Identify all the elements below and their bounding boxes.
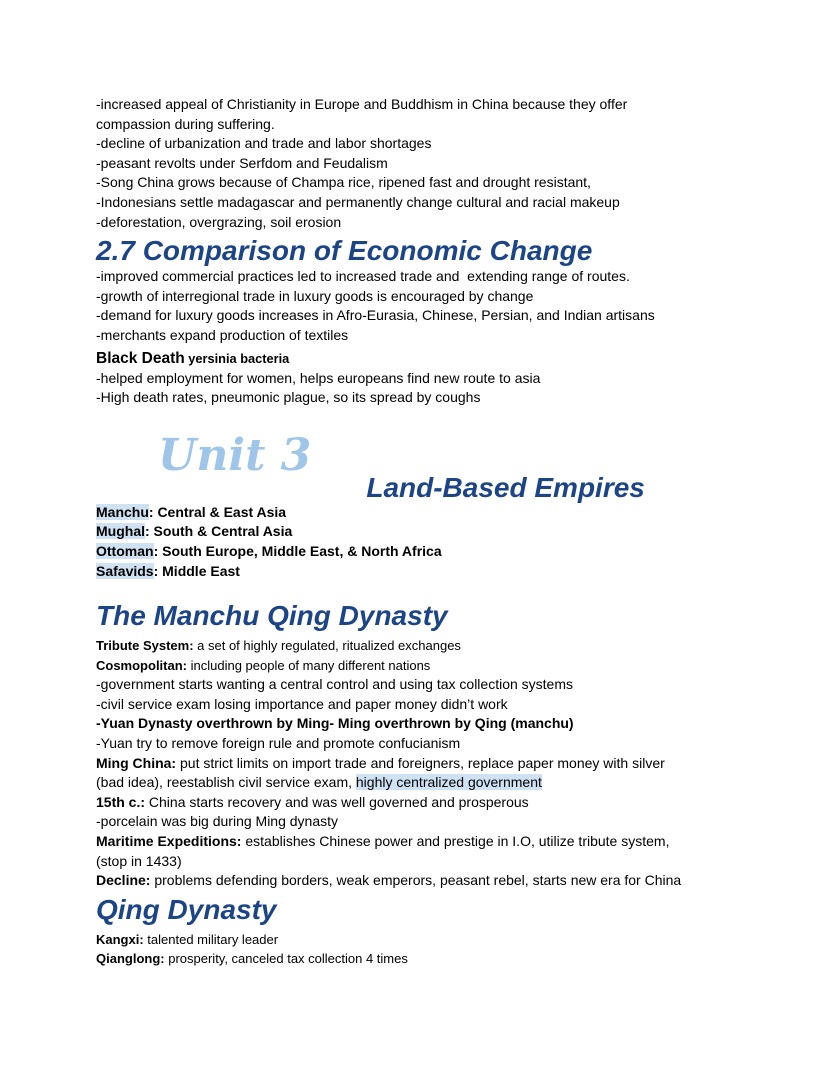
notes-paragraph-ming-qing	[96, 675, 732, 891]
unit-3-banner	[96, 429, 732, 503]
text-line	[96, 562, 732, 582]
heading-2-7-comparison-of-economic-change: 2.7 Comparison of Economic Change	[96, 235, 593, 267]
bold-text: : South Europe, Middle East, & North Africa	[153, 542, 442, 559]
unit-title: Land-Based Empires	[366, 471, 645, 503]
text-line	[96, 173, 732, 193]
text-run: prosperity, canceled tax collection 4 times	[164, 951, 408, 967]
text-line	[96, 326, 732, 346]
text-line	[96, 656, 732, 676]
text-line	[96, 773, 732, 793]
bold-text: Cosmopolitan:	[96, 657, 187, 673]
highlighted-text: Safavids	[96, 562, 154, 579]
notes-paragraph-economic-change	[96, 267, 732, 345]
bold-text: Qianglong:	[96, 951, 165, 967]
text-run: -peasant revolts under Serfdom and Feudalism	[96, 154, 388, 171]
highlighted-text: Manchu	[96, 503, 149, 520]
text-line	[96, 793, 732, 813]
bold-text: yersinia bacteria	[184, 350, 290, 366]
text-run: -increased appeal of Christianity in Europe and Buddhism in China because they offer	[96, 96, 628, 112]
bold-text: Black Death	[96, 349, 185, 367]
bold-text: Decline:	[96, 872, 151, 889]
text-line	[96, 636, 732, 656]
text-line	[96, 812, 732, 832]
text-line	[96, 930, 732, 950]
text-run: (bad idea), reestablish civil service exam,	[96, 774, 356, 791]
heading-qing-dynasty: Qing Dynasty	[96, 893, 277, 925]
empire-locations-list	[96, 503, 732, 581]
text-line	[96, 832, 732, 852]
definitions-tribute-cosmopolitan	[96, 636, 732, 675]
text-line	[96, 115, 732, 135]
text-run: -demand for luxury goods increases in Afro-Eurasia, Chinese, Persian, and Indian artisans	[96, 307, 655, 324]
text-line	[96, 306, 732, 326]
text-run: -helped employment for women, helps europeans find new route to asia	[96, 369, 541, 386]
bold-text: : Middle East	[153, 562, 240, 579]
bold-text: : Central & East Asia	[148, 503, 287, 520]
text-run: -improved commercial practices led to increased trade and extending range of routes.	[96, 268, 630, 285]
text-line	[96, 503, 732, 523]
definitions-qing-rulers	[96, 930, 732, 969]
text-line	[96, 522, 732, 542]
text-line	[96, 369, 732, 389]
document-content	[96, 95, 732, 969]
text-line	[96, 754, 732, 774]
unit-label: Unit 3	[158, 429, 312, 481]
text-line	[96, 734, 732, 754]
text-line	[96, 695, 732, 715]
text-run: (stop in 1433)	[96, 852, 182, 869]
text-run: -Song China grows because of Champa rice, ripened fast and drought resistant,	[96, 174, 591, 191]
text-run: -merchants expand production of textiles	[96, 326, 349, 343]
text-run: put strict limits on import trade and foreigners, replace paper money with silver	[176, 754, 665, 771]
text-line	[96, 714, 732, 734]
highlighted-text: highly centralized government	[355, 774, 542, 791]
text-run: China starts recovery and was well governed and prosperous	[145, 793, 529, 810]
notes-paragraph-crisis-effects	[96, 95, 732, 232]
bold-text: : South & Central Asia	[145, 523, 293, 540]
text-run: -High death rates, pneumonic plague, so its spread by coughs	[96, 389, 481, 406]
black-death-term-line	[96, 348, 732, 369]
text-run: -decline of urbanization and trade and labor shortages	[96, 135, 432, 152]
text-run: a set of highly regulated, ritualized exchanges	[193, 638, 461, 654]
text-line	[96, 134, 732, 154]
text-run: -Indonesians settle madagascar and permanently change cultural and racial makeup	[96, 193, 620, 210]
text-run: -civil service exam losing importance and paper money didn’t work	[96, 695, 508, 712]
text-line	[96, 267, 732, 287]
text-run: -deforestation, overgrazing, soil erosion	[96, 213, 342, 230]
text-line	[96, 542, 732, 562]
text-line	[96, 193, 732, 213]
text-run: problems defending borders, weak emperors, peasant rebel, starts new era for China	[150, 872, 682, 889]
text-line	[96, 852, 732, 872]
text-line	[96, 388, 732, 408]
text-line	[96, 213, 732, 233]
bold-text: Tribute System:	[96, 638, 194, 654]
text-line	[96, 949, 732, 969]
text-run: -government starts wanting a central control and using tax collection systems	[96, 676, 574, 693]
text-run: compassion during suffering.	[96, 115, 275, 132]
heading-the-manchu-qing-dynasty: The Manchu Qing Dynasty	[96, 600, 448, 632]
text-run: talented military leader	[143, 931, 279, 947]
text-run: -Yuan try to remove foreign rule and promote confucianism	[96, 735, 461, 752]
text-run: establishes Chinese power and prestige in I.O, utilize tribute system,	[241, 833, 670, 850]
text-run: -growth of interregional trade in luxury goods is encouraged by change	[96, 287, 534, 304]
text-line	[96, 871, 732, 891]
bold-text: 15th c.:	[96, 793, 146, 810]
text-run: -porcelain was big during Ming dynasty	[96, 813, 339, 830]
text-line	[96, 95, 732, 115]
bold-text: Ming China:	[96, 754, 177, 771]
highlighted-text: Ottoman	[96, 542, 154, 559]
bold-text: Kangxi:	[96, 931, 144, 947]
bold-text: -Yuan Dynasty overthrown by Ming- Ming overthrown by Qing (manchu)	[96, 715, 574, 732]
highlighted-text: Mughal	[96, 523, 145, 540]
text-line	[96, 154, 732, 174]
text-run: including people of many different nations	[187, 657, 431, 673]
bold-text: Maritime Expeditions:	[96, 833, 242, 850]
text-line	[96, 675, 732, 695]
text-line	[96, 348, 732, 369]
notes-paragraph-black-death	[96, 369, 732, 408]
text-line	[96, 287, 732, 307]
